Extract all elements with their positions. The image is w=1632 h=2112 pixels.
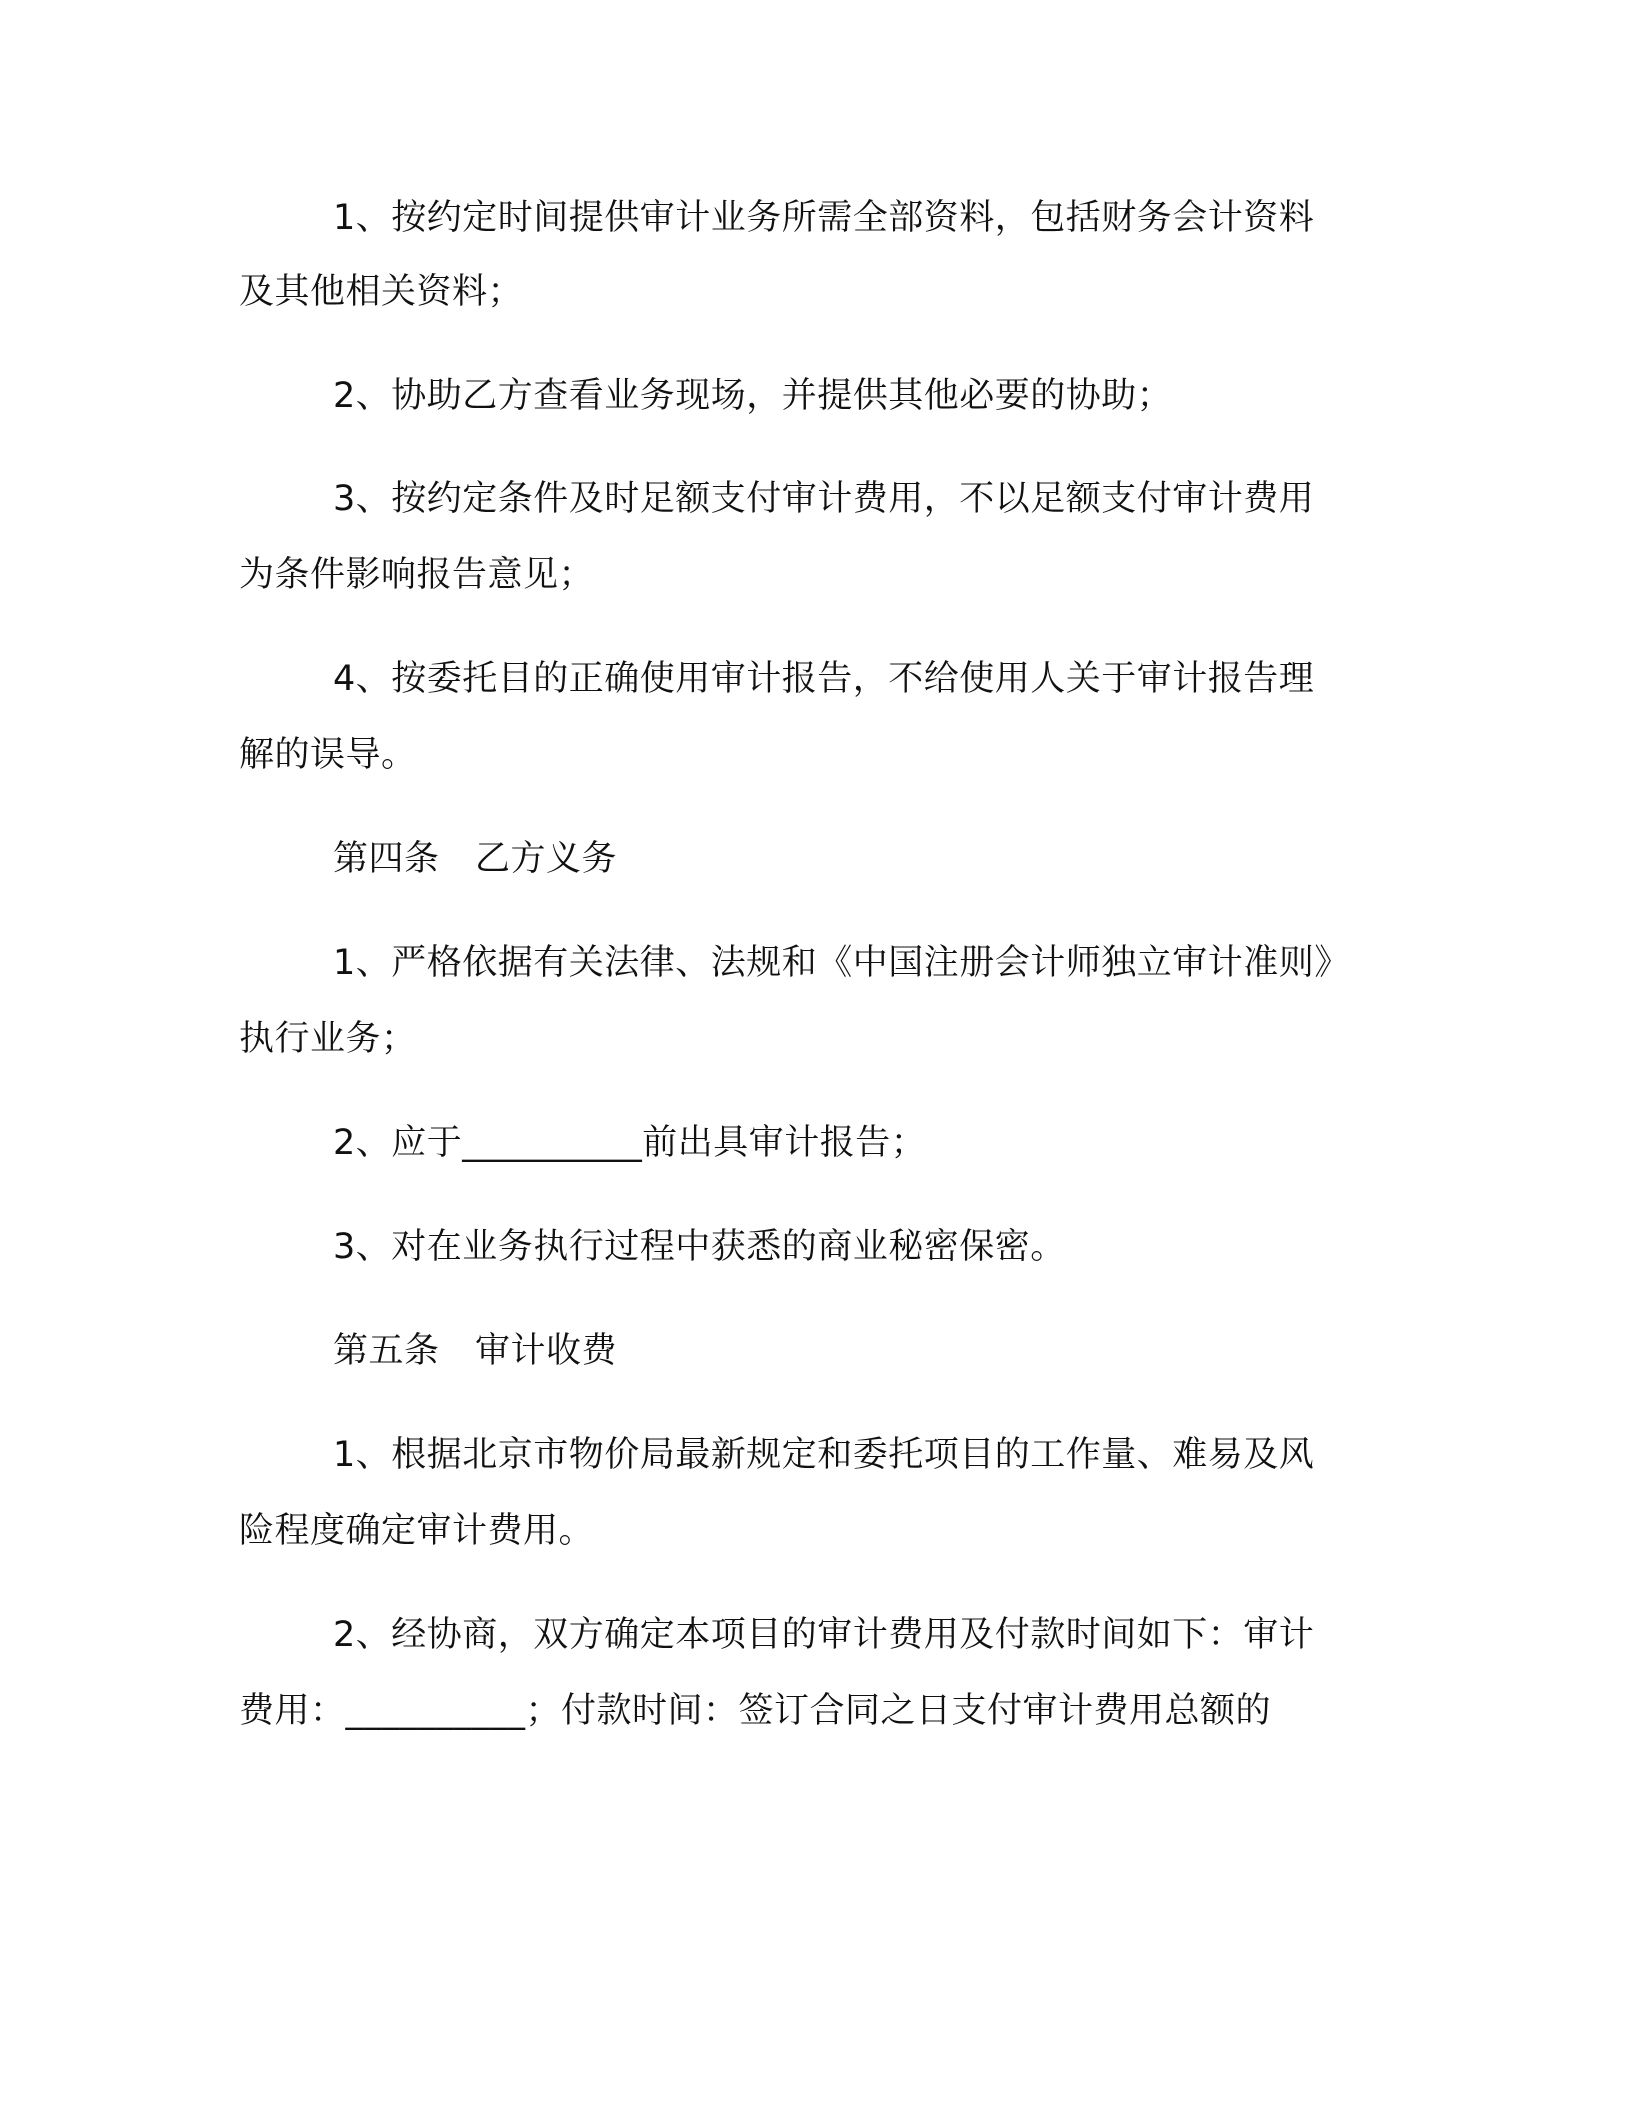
fee-2-line-2: 费用：__________；付款时间：签订合同之日支付审计费用总额的: [239, 1691, 1272, 1731]
fee-1-line-1: 1、根据北京市物价局最新规定和委托项目的工作量、难易及风: [333, 1435, 1315, 1475]
obligation-a-3-line-2: 为条件影响报告意见；: [239, 555, 595, 595]
article-4-heading: 第四条 乙方义务: [333, 839, 618, 879]
obligation-b-2-line-1: 2、应于__________前出具审计报告；: [333, 1123, 927, 1163]
obligation-a-4-line-1: 4、按委托目的正确使用审计报告，不给使用人关于审计报告理: [333, 659, 1315, 699]
obligation-a-4-line-2: 解的误导。: [239, 735, 417, 775]
article-5-heading: 第五条 审计收费: [333, 1331, 618, 1371]
obligation-b-1-line-2: 执行业务；: [239, 1019, 417, 1059]
fee-2-line-1: 2、经协商，双方确定本项目的审计费用及付款时间如下：审计: [333, 1615, 1315, 1655]
obligation-b-1-line-1: 1、严格依据有关法律、法规和《中国注册会计师独立审计准则》: [333, 943, 1350, 983]
obligation-b-3-line-1: 3、对在业务执行过程中获悉的商业秘密保密。: [333, 1227, 1066, 1267]
obligation-a-1-line-2: 及其他相关资料；: [239, 272, 524, 312]
obligation-a-1-line-1: 1、按约定时间提供审计业务所需全部资料，包括财务会计资料: [333, 198, 1315, 238]
fee-1-line-2: 险程度确定审计费用。: [239, 1511, 595, 1551]
obligation-a-3-line-1: 3、按约定条件及时足额支付审计费用，不以足额支付审计费用: [333, 479, 1315, 519]
obligation-a-2-line-1: 2、协助乙方查看业务现场，并提供其他必要的协助；: [333, 376, 1173, 416]
